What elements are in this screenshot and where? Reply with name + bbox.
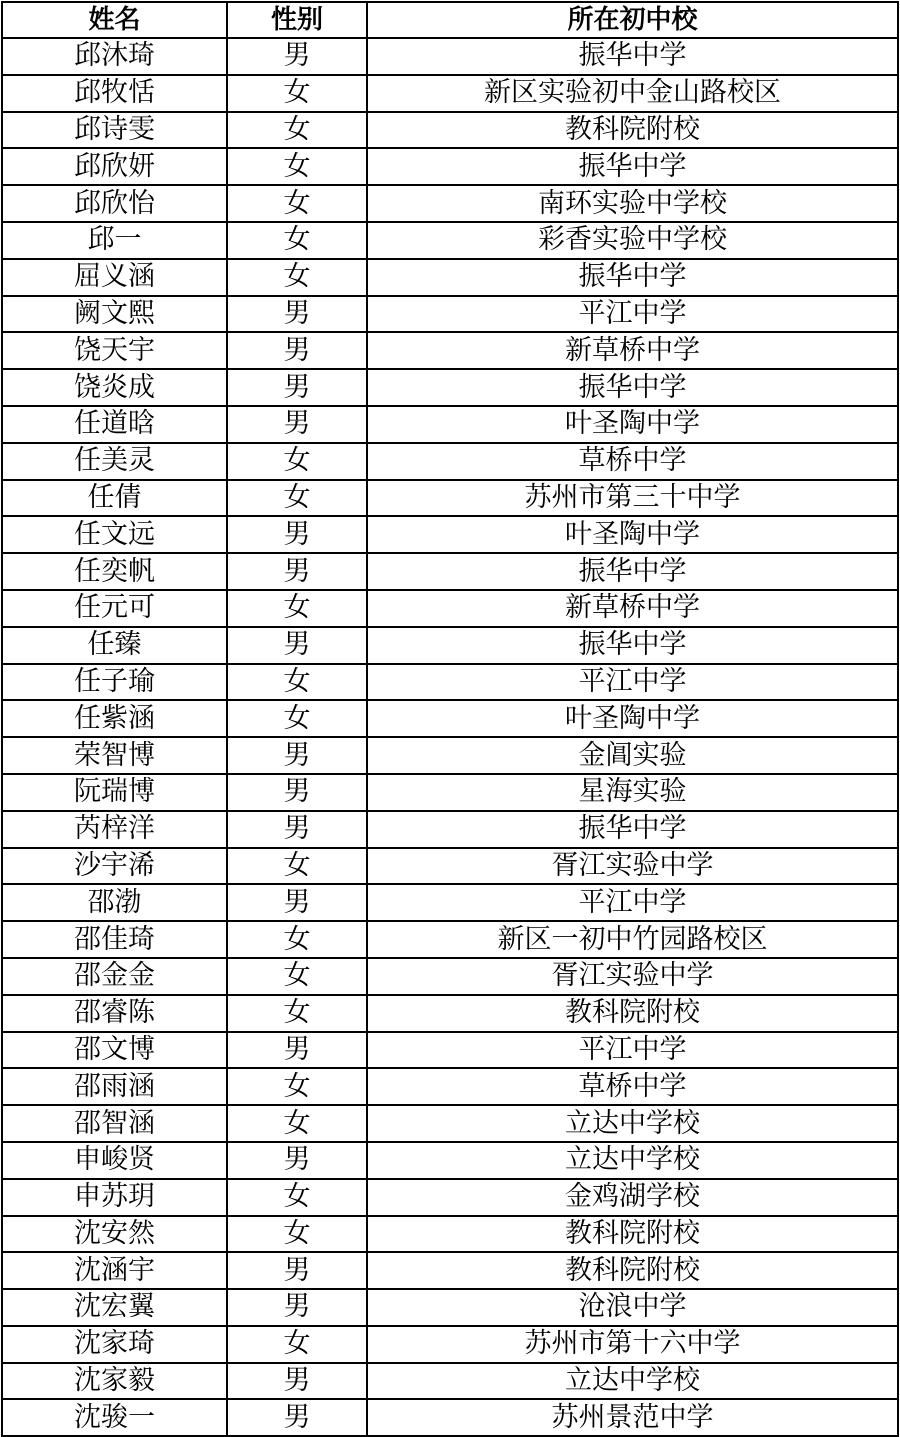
cell-school: 新区实验初中金山路校区 bbox=[367, 75, 898, 112]
table-row bbox=[2, 921, 898, 958]
cell-school: 振华中学 bbox=[367, 627, 898, 664]
cell-school: 平江中学 bbox=[367, 1032, 898, 1069]
cell-name: 沈涵宇 bbox=[2, 1252, 227, 1289]
cell-school: 叶圣陶中学 bbox=[367, 700, 898, 737]
cell-gender: 男 bbox=[227, 627, 367, 664]
cell-name: 邱牧恬 bbox=[2, 75, 227, 112]
cell-school: 振华中学 bbox=[367, 553, 898, 590]
cell-school: 苏州市第三十中学 bbox=[367, 480, 898, 517]
table-row bbox=[2, 590, 898, 627]
cell-name: 邵金金 bbox=[2, 958, 227, 995]
cell-school: 振华中学 bbox=[367, 38, 898, 75]
cell-school: 立达中学校 bbox=[367, 1105, 898, 1142]
cell-school: 立达中学校 bbox=[367, 1363, 898, 1400]
cell-school: 胥江实验中学 bbox=[367, 958, 898, 995]
table-row bbox=[2, 1032, 898, 1069]
header-gender: 性别 bbox=[227, 2, 367, 38]
table-row bbox=[2, 296, 898, 333]
cell-gender: 女 bbox=[227, 480, 367, 517]
table-row bbox=[2, 443, 898, 480]
cell-name: 饶炎成 bbox=[2, 369, 227, 406]
table-row bbox=[2, 1142, 898, 1179]
cell-gender: 女 bbox=[227, 185, 367, 222]
table-row bbox=[2, 1216, 898, 1253]
cell-school: 教科院附校 bbox=[367, 1252, 898, 1289]
cell-name: 沈家毅 bbox=[2, 1363, 227, 1400]
cell-school: 教科院附校 bbox=[367, 1216, 898, 1253]
cell-school: 苏州景范中学 bbox=[367, 1399, 898, 1436]
cell-gender: 女 bbox=[227, 700, 367, 737]
cell-school: 新区一初中竹园路校区 bbox=[367, 921, 898, 958]
cell-gender: 女 bbox=[227, 1105, 367, 1142]
cell-gender: 男 bbox=[227, 38, 367, 75]
cell-gender: 女 bbox=[227, 1216, 367, 1253]
header-name: 姓名 bbox=[2, 2, 227, 38]
cell-school: 平江中学 bbox=[367, 296, 898, 333]
table-row bbox=[2, 222, 898, 259]
cell-gender: 男 bbox=[227, 737, 367, 774]
table-row bbox=[2, 516, 898, 553]
cell-gender: 女 bbox=[227, 995, 367, 1032]
cell-name: 饶天宇 bbox=[2, 332, 227, 369]
table-row bbox=[2, 480, 898, 517]
cell-name: 邵智涵 bbox=[2, 1105, 227, 1142]
cell-school: 新草桥中学 bbox=[367, 332, 898, 369]
cell-gender: 男 bbox=[227, 553, 367, 590]
cell-name: 申苏玥 bbox=[2, 1179, 227, 1216]
cell-name: 邱沐琦 bbox=[2, 38, 227, 75]
cell-school: 立达中学校 bbox=[367, 1142, 898, 1179]
cell-name: 邵渤 bbox=[2, 884, 227, 921]
table-row bbox=[2, 332, 898, 369]
table-row bbox=[2, 737, 898, 774]
cell-gender: 男 bbox=[227, 811, 367, 848]
cell-gender: 男 bbox=[227, 369, 367, 406]
cell-name: 沈宏翼 bbox=[2, 1289, 227, 1326]
cell-school: 草桥中学 bbox=[367, 443, 898, 480]
cell-name: 邵文博 bbox=[2, 1032, 227, 1069]
cell-gender: 女 bbox=[227, 75, 367, 112]
cell-name: 任元可 bbox=[2, 590, 227, 627]
header-row bbox=[2, 2, 898, 38]
cell-gender: 男 bbox=[227, 774, 367, 811]
cell-name: 邱一 bbox=[2, 222, 227, 259]
table-row bbox=[2, 369, 898, 406]
table-row bbox=[2, 406, 898, 443]
cell-gender: 女 bbox=[227, 1179, 367, 1216]
cell-school: 胥江实验中学 bbox=[367, 848, 898, 885]
cell-gender: 女 bbox=[227, 958, 367, 995]
table-row bbox=[2, 1326, 898, 1363]
table-row bbox=[2, 958, 898, 995]
cell-school: 平江中学 bbox=[367, 884, 898, 921]
cell-gender: 男 bbox=[227, 1252, 367, 1289]
cell-school: 苏州市第十六中学 bbox=[367, 1326, 898, 1363]
cell-name: 任文远 bbox=[2, 516, 227, 553]
cell-name: 任臻 bbox=[2, 627, 227, 664]
table-row bbox=[2, 1179, 898, 1216]
table-row bbox=[2, 774, 898, 811]
cell-gender: 女 bbox=[227, 443, 367, 480]
cell-school: 金阊实验 bbox=[367, 737, 898, 774]
cell-school: 振华中学 bbox=[367, 369, 898, 406]
cell-name: 任紫涵 bbox=[2, 700, 227, 737]
cell-gender: 女 bbox=[227, 222, 367, 259]
cell-gender: 男 bbox=[227, 1032, 367, 1069]
cell-gender: 女 bbox=[227, 1068, 367, 1105]
cell-gender: 女 bbox=[227, 848, 367, 885]
cell-gender: 男 bbox=[227, 406, 367, 443]
header-school: 所在初中校 bbox=[367, 2, 898, 38]
table-row bbox=[2, 38, 898, 75]
cell-school: 叶圣陶中学 bbox=[367, 406, 898, 443]
cell-name: 任美灵 bbox=[2, 443, 227, 480]
cell-name: 沈家琦 bbox=[2, 1326, 227, 1363]
table-body bbox=[2, 38, 898, 1436]
table-row bbox=[2, 848, 898, 885]
cell-name: 沈安然 bbox=[2, 1216, 227, 1253]
cell-school: 星海实验 bbox=[367, 774, 898, 811]
cell-gender: 女 bbox=[227, 921, 367, 958]
table-row bbox=[2, 1363, 898, 1400]
cell-gender: 男 bbox=[227, 1399, 367, 1436]
cell-gender: 女 bbox=[227, 1326, 367, 1363]
cell-school: 沧浪中学 bbox=[367, 1289, 898, 1326]
cell-name: 沈骏一 bbox=[2, 1399, 227, 1436]
cell-school: 南环实验中学校 bbox=[367, 185, 898, 222]
table-row bbox=[2, 664, 898, 701]
cell-name: 申峻贤 bbox=[2, 1142, 227, 1179]
cell-school: 振华中学 bbox=[367, 259, 898, 296]
cell-gender: 男 bbox=[227, 884, 367, 921]
cell-name: 邱欣妍 bbox=[2, 148, 227, 185]
table-row bbox=[2, 884, 898, 921]
cell-name: 任倩 bbox=[2, 480, 227, 517]
cell-gender: 男 bbox=[227, 332, 367, 369]
student-roster-table bbox=[1, 1, 899, 1437]
cell-gender: 男 bbox=[227, 1142, 367, 1179]
cell-name: 邵睿陈 bbox=[2, 995, 227, 1032]
cell-gender: 男 bbox=[227, 296, 367, 333]
cell-name: 阙文熙 bbox=[2, 296, 227, 333]
cell-school: 草桥中学 bbox=[367, 1068, 898, 1105]
cell-school: 振华中学 bbox=[367, 811, 898, 848]
table-row bbox=[2, 112, 898, 149]
cell-gender: 男 bbox=[227, 1363, 367, 1400]
cell-gender: 女 bbox=[227, 259, 367, 296]
cell-school: 振华中学 bbox=[367, 148, 898, 185]
table-row bbox=[2, 1289, 898, 1326]
table-row bbox=[2, 148, 898, 185]
cell-school: 彩香实验中学校 bbox=[367, 222, 898, 259]
cell-name: 邵雨涵 bbox=[2, 1068, 227, 1105]
cell-gender: 女 bbox=[227, 664, 367, 701]
cell-school: 教科院附校 bbox=[367, 112, 898, 149]
cell-school: 教科院附校 bbox=[367, 995, 898, 1032]
cell-name: 屈义涵 bbox=[2, 259, 227, 296]
cell-name: 任子瑜 bbox=[2, 664, 227, 701]
cell-school: 新草桥中学 bbox=[367, 590, 898, 627]
cell-name: 任道晗 bbox=[2, 406, 227, 443]
cell-name: 芮梓洋 bbox=[2, 811, 227, 848]
cell-gender: 女 bbox=[227, 148, 367, 185]
cell-name: 阮瑞博 bbox=[2, 774, 227, 811]
cell-gender: 男 bbox=[227, 516, 367, 553]
table-row bbox=[2, 75, 898, 112]
table-row bbox=[2, 995, 898, 1032]
cell-name: 邱欣怡 bbox=[2, 185, 227, 222]
cell-school: 叶圣陶中学 bbox=[367, 516, 898, 553]
cell-name: 邵佳琦 bbox=[2, 921, 227, 958]
table-header bbox=[2, 2, 898, 38]
table-row bbox=[2, 700, 898, 737]
cell-gender: 女 bbox=[227, 112, 367, 149]
cell-school: 平江中学 bbox=[367, 664, 898, 701]
cell-name: 邱诗雯 bbox=[2, 112, 227, 149]
table-row bbox=[2, 811, 898, 848]
cell-school: 金鸡湖学校 bbox=[367, 1179, 898, 1216]
table-row bbox=[2, 627, 898, 664]
table-row bbox=[2, 1399, 898, 1436]
cell-name: 任奕帆 bbox=[2, 553, 227, 590]
table-row bbox=[2, 1252, 898, 1289]
table-row bbox=[2, 1105, 898, 1142]
table-row bbox=[2, 259, 898, 296]
cell-name: 荣智博 bbox=[2, 737, 227, 774]
cell-gender: 女 bbox=[227, 590, 367, 627]
cell-name: 沙宇浠 bbox=[2, 848, 227, 885]
table-row bbox=[2, 553, 898, 590]
table-row bbox=[2, 1068, 898, 1105]
table-row bbox=[2, 185, 898, 222]
cell-gender: 男 bbox=[227, 1289, 367, 1326]
